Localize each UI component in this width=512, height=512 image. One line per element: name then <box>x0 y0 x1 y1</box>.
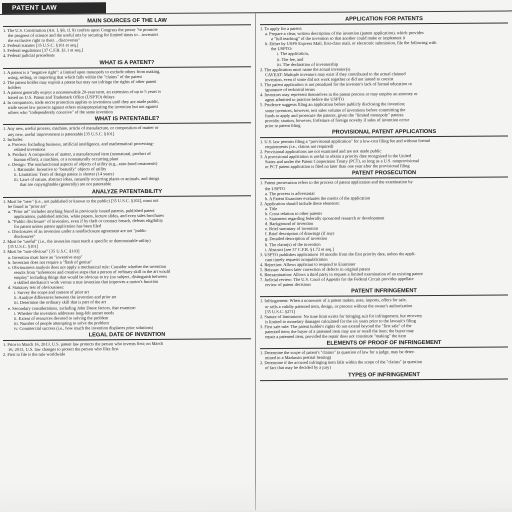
text-line: provide; caution, however, forfeiture of foreign novelty if sales of invention occur <box>265 116 410 123</box>
text-line: b. Product: A composition of matter, a manufactured item (nonnatural, product of <box>8 150 151 157</box>
text-line: b. "Public disclosure" of invention, even if by theft or contract breach, defeats eligibility <box>8 217 164 224</box>
text-line: a "full teaching" of the invention so that another could make or implement it <box>271 35 406 42</box>
text-line: 1. Must be "new" (i.e., not published or known to the public) [35 U.S.C. §102], must not <box>3 197 159 204</box>
section-heading: ANALYZE PATENTABILITY <box>3 187 251 198</box>
text-line: the exclusive right to their…discoveries" <box>8 37 81 44</box>
text-line: requirements (i.e., claims not required) <box>265 143 334 150</box>
text-line: applications, published articles, white papers, lecture slides, and even sales brochures <box>14 212 164 219</box>
text-line: 5. Reissue: Allows later correction of defects in original patent <box>260 266 370 273</box>
text-line: funds to apply and prosecute the patents, given the "limited monopoly" patents <box>265 111 404 118</box>
text-line: c. Design: The nonfunctional aspects of objects of utility (e.g., auto-hood ornaments) <box>8 160 158 168</box>
text-line: 2. The patent holder may exploit a patent but may not infringe the rights of other patent <box>3 78 157 85</box>
text-line: or PCT patent application is filed no later than one year after the provisional filing <box>265 163 410 170</box>
text-line: a. Invention must have an "inventive step" <box>8 253 83 260</box>
section-heading: WHAT IS PATENTABLE? <box>3 115 251 126</box>
column-divider <box>255 13 256 510</box>
text-line: 4. Rejection: Allows applicant to respond to Examiner <box>260 261 356 268</box>
text-line: 16, 2013, U.S. law changes to protect the person who files first <box>8 346 119 353</box>
text-line: holders <box>8 84 21 90</box>
text-line: agent admitted to practice before the USPTO <box>265 96 345 103</box>
text-line: a. The process is adversarial <box>265 190 315 196</box>
text-line: iii. Number of people attempting to solve the problem <box>14 320 109 326</box>
text-line: 1. U.S. law permits filing a "provisional application" for a low-cost filing fee and without formal <box>260 137 430 145</box>
text-line: 2. The application must name the actual inventor(s) <box>260 66 351 72</box>
text-line: e. Brief summary of invention <box>265 226 319 232</box>
text-line: the progress of science and the useful arts by securing for limited times to…inventors <box>8 31 159 39</box>
text-line: iii. Determine the ordinary skill that is part of the art <box>14 299 107 306</box>
text-line: i. Abstract [see 37 C.F.R. §1.72 et seq.] <box>265 246 334 252</box>
text-line: 5. Prudence suggests filing an application before publicly disclosing the invention; <box>260 101 406 108</box>
text-line: c. Statement regarding federally sponsored research or development <box>265 215 385 222</box>
text-line: i. The application, <box>277 51 309 57</box>
text-line: iii. The declaration of inventorship <box>277 61 339 67</box>
section-heading: APPLICATION FOR PATENTS <box>260 14 508 25</box>
text-line: others who "independently conceive" of the same invention <box>8 109 113 116</box>
text-line: ignorance of technical terms <box>265 86 315 93</box>
text-line: 1. The U.S. Constitution (Art. I, §8, cl. 8) confers upon Congress the power "to promote <box>3 26 158 33</box>
text-line: 1. To apply for a patent: <box>260 25 303 32</box>
section-heading: LEGAL DATE OF INVENTION <box>3 330 251 341</box>
text-line: d. Background of invention <box>265 221 314 227</box>
text-line: using, selling, or importing that which falls within the "claims" of the patent <box>8 73 142 80</box>
text-line: 2. Statute of limitations: No time limit exists for bringing suit for infringement, but recovery <box>260 312 423 319</box>
text-line: some inventors, however, test sales volume of inventions before committing the <box>265 106 406 113</box>
text-line: trade secret law protects against others misappropriating the invention but not against <box>8 104 159 111</box>
text-line: 2. Federal statutes [35 U.S.C. §101 et seq.] <box>3 42 79 49</box>
text-line: e. Secondary considerations, including John Deere factors, that examine: <box>8 304 136 311</box>
text-line: [35 U.S.C. §101] <box>8 244 39 250</box>
text-line: or sells a validly patented item, design, or process without the owner's authorization <box>265 302 413 309</box>
text-line: 3. Federal regulations [37 C.F.R. §1.1 et seq.] <box>3 47 84 54</box>
text-line: the USPTO: <box>271 46 293 52</box>
text-line: patented item; the buyer of a patented item may use or resell the item; the buyer may <box>265 328 414 335</box>
text-line: g. Detailed description of invention <box>265 236 328 242</box>
section-heading: PROVISIONAL PATENT APPLICATIONS <box>260 127 508 138</box>
text-line: 4. Inventors may represent themselves in the patent process or may employ an attorney or <box>260 91 418 98</box>
text-line: human effort), a machine, or a nonnaturally occurring plant <box>14 156 119 162</box>
section-tab: PATENT LAW <box>2 2 106 14</box>
text-line: for patent unless patent application has been filed <box>14 223 101 229</box>
text-line: 3. The patent application is not penalized for the inventor's lack of formal education or <box>260 81 413 88</box>
section-heading: ELEMENTS OF PROOF OF INFRINGEMENT <box>260 339 508 350</box>
text-line: b. Either by USPS Express Mail, first-class mail, or electronic submission, file the following with <box>265 40 437 47</box>
text-line: a skilled mechanic's work versus a true invention that improves a motor's function <box>14 278 159 285</box>
text-line: 2. Application should include these elements: <box>260 200 340 206</box>
text-line: 1. Determine the scope of patent's "claims" (a question of law for a judge, may be deter- <box>260 349 415 356</box>
text-line: h. The claim(s) of the invention <box>265 241 321 247</box>
text-line: i. Survey the scope and content of prior art <box>14 289 89 296</box>
text-line: review of patent decisions <box>265 282 311 288</box>
text-line: based on U.S. Patent and Trademark Office (USPTO) delays <box>8 94 115 100</box>
text-line: a. "Prior art" includes anything found in previously issued patents, published patent <box>8 207 155 214</box>
text-line: ii. Limitation: Term of design patent is shorter (14 years) <box>14 171 114 178</box>
text-line: CAVEAT: Multiple inventors may exist if they contributed to the actual claimed <box>265 71 406 77</box>
left-column <box>3 15 251 512</box>
text-line: cant timely requests nonpublication <box>265 256 328 262</box>
text-line: f. Brief description of drawings (if any) <box>265 231 335 237</box>
text-line: results from "inferences and creative steps that a person of ordinary skill in the art would <box>14 268 171 275</box>
text-line: iv. Commercial success (i.e., how much the invention displaces prior solutions) <box>14 324 154 331</box>
text-line: 1. Prior to March 16, 2013, U.S. patent law protects the person who invents first; on March <box>3 340 164 347</box>
text-line: c. Disclosures of an invention under a nondisclosure agreement are not "public <box>8 228 147 235</box>
text-line: c. Obviousness analysis does not apply a mechanical rule: Consider whether the invention <box>8 263 167 270</box>
text-line: employ" including things that would be obvious to try (no subject, distinguish between <box>14 273 167 280</box>
section-heading: PATENT INFRINGEMENT <box>260 287 508 298</box>
text-line: 3. First sale rule: The patent holder's rights do not extend beyond the "first sale" of the <box>260 323 412 330</box>
text-line: 1. Any new, useful process, machine, article of manufacture, or composition of matter or <box>3 125 159 132</box>
section-heading: MAIN SOURCES OF THE LAW <box>3 16 251 27</box>
text-line: 4. In comparison, trade secret protection applies to inventions until they are made public, <box>3 99 160 106</box>
text-line: i. Whether the invention addresses long-felt unmet needs <box>14 309 114 316</box>
right-column <box>260 13 508 512</box>
text-line: States and under the Patent Cooperation Treaty (PCT), so long as a U.S. nonprovisional <box>265 158 419 165</box>
text-line: mined in a Markman pretrial hearing) <box>265 354 332 361</box>
text-line: of fact that may be decided by a jury) <box>265 365 331 371</box>
text-line: 2. Provisional applications are not examined and are not made public <box>260 148 382 155</box>
text-line: ii. The fee, and <box>277 56 304 62</box>
section-heading: TYPES OF INFRINGEMENT <box>260 370 508 381</box>
text-line: 2. First to file is the rule worldwide <box>3 351 66 358</box>
text-line: ii. Extent of resources devoted to solving the problem <box>14 314 109 321</box>
text-line: 3. A provisional application is useful to obtain a priority date recognized in the United <box>260 153 412 160</box>
text-line: 2. Includes: <box>3 136 24 142</box>
page-shadow <box>0 478 512 512</box>
text-line: be found in "prior art" <box>8 203 47 209</box>
text-line: 4. Federal judicial precedents <box>3 53 55 59</box>
text-line: a. Prepare a clear, written description of the invention (patent application), which provides <box>265 30 424 37</box>
text-line: 7. Judicial review: The U.S. Court of Appeals for the Federal Circuit provides appellate <box>260 276 414 283</box>
text-line: the USPTO <box>265 185 286 191</box>
text-line: d. Statutory test of obviousness: <box>8 284 65 291</box>
text-line: 2. Determine if the accused infringing item falls within the scope of the "claims" (a question <box>260 359 423 366</box>
text-line: 1. Infringement: When a nonowner of a patent makes, uses, imports, offers for sale, <box>260 297 407 304</box>
section-heading: WHAT IS A PATENT? <box>3 58 251 69</box>
text-line: related inventions <box>14 146 46 152</box>
text-line: 2. Must be "useful" (i.e., the invention must teach a specific or demonstrable utility) <box>3 238 151 245</box>
text-line: 1. Patent prosecution refers to the process of patent application and the examination by <box>260 179 413 186</box>
text-line: disclosures" <box>14 233 36 240</box>
text-line: b. Invention does not require a "flash of genius" <box>8 259 93 265</box>
section-heading: PATENT PROSECUTION <box>260 169 508 180</box>
text-line: repair a patented item, provided the repair does not constitute "making" the item <box>265 333 406 340</box>
text-line: [35 U.S.C. §271] <box>265 308 296 314</box>
text-line: 3. USPTO publishes applications 18 months from the first priority date, unless the appli- <box>260 250 416 257</box>
text-line: a. Process: Including business, artificial intelligence, and mathematical processing- <box>8 140 154 147</box>
text-line: iii. Laws of nature, abstract ideas, naturally occurring plants or animals, and things <box>14 176 160 183</box>
text-line: invention, even if some did not work together or did not intend to coexist <box>265 76 394 83</box>
text-line: b. A Patent Examiner evaluates the merits of the application <box>265 195 371 201</box>
text-line: b. Cross relation to other patents <box>265 210 323 217</box>
text-line: prior to patent filing <box>265 122 301 128</box>
text-line: 3. A patent generally enjoys a nonrenewable 20-year term, an extension of up to 5 years is <box>3 88 162 95</box>
text-line: 1. A patent is a "negative right": a limited open monopoly to exclude others from making, <box>3 68 161 75</box>
text-line: 6. Reexamination: Allows a third party to request a limited examination of an existing patent <box>260 271 423 278</box>
text-line: any new, useful improvement is patentable [35 U.S.C. §101] <box>8 130 115 137</box>
text-line: a. Title <box>265 205 278 212</box>
text-line: that are copyrightable (generally) are not patentable <box>20 181 111 188</box>
text-line: ii. Analyze differences between the invention and prior art <box>14 294 117 301</box>
text-line: is limited to monetary damages calculated for the six years prior to the lawsuit's filing <box>265 317 416 324</box>
text-line: 3. Must be "non-obvious" [35 U.S.C. §103] <box>3 248 80 255</box>
text-line: i. Rationale: Incentive to "beautify" objects of utility <box>14 166 107 173</box>
